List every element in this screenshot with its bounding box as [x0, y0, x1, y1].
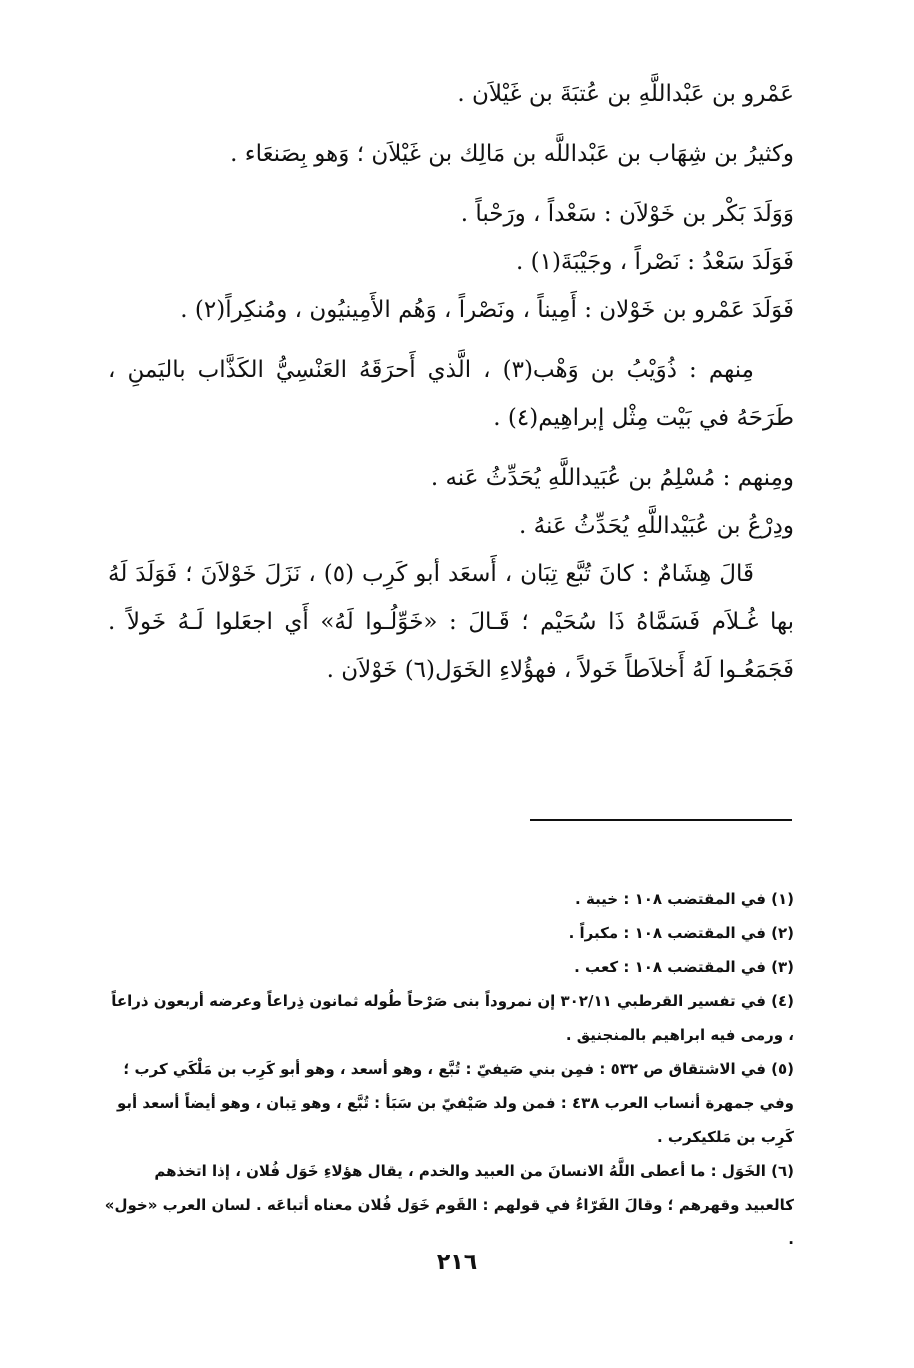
paragraph-4: فَوَلَدَ سَعْدُ : نَصْراً ، وجَيْبَةَ(١) . [515, 249, 794, 275]
footnote-5: (٥) في الاشتقاق ص ٥٣٢ : فمِن بني صَيفيّ : تُبَّع ، وهو أسعد ، وهو أبو كَرِب بن مَلْكَي كرب ؛ وفي جمهرة أنساب العرب ٤٣٨ : فمن ولد صَيْفيّ بن سَبَأ : تُبَّع ، وهو تِبان ، وهو أيضاً أسعد أبو كَرِب بن مَلكيكرب . [116, 1060, 794, 1146]
footnote-2: (٢) في المقتضب ١٠٨ : مكبراً . [568, 924, 794, 942]
page-number: ٢١٦ [436, 1250, 478, 1275]
footnote-divider [530, 819, 792, 821]
paragraph-3: وَوَلَدَ بَكْر بن خَوْلاَن : سَعْداً ، ورَحْباً . [460, 201, 794, 227]
footnote-3: (٣) في المقتضب ١٠٨ : كعب . [574, 958, 794, 976]
paragraph-5: فَوَلَدَ عَمْرو بن خَوْلان : أَمِيناً ، ونَصْراً ، وَهُم الأَمِينيُون ، ومُنكِراً(٢) . [180, 297, 794, 323]
paragraph-6: مِنهم : ذُوَيْبُ بن وَهْب(٣) ، الَّذي أَحرَقَهُ العَنْسِيُّ الكَذَّاب باليَمنِ ، طَرَحَهُ في بَيْت مِثْل إبراهِيم(٤) . [108, 357, 794, 431]
paragraph-8: ودِرْعُ بن عُبَيْداللَّهِ يُحَدِّثُ عَنهُ . [519, 513, 794, 539]
footnote-6: (٦) الخَوَل : ما أعطى اللَّهُ الانسانَ من العبيد والخدم ، يقال هؤلاءِ خَوَل فُلان ، إذا اتخذهم كالعبيد وقهرهم ؛ وقالَ الفَرّاءُ في قولهم : القَوم خَوَل فُلان معناه أتباعَه . لسان العرب «خول» . [104, 1162, 794, 1248]
footnote-4: (٤) في تفسير القرطبي ٣٠٢/١١ إن نمروداً بنى صَرْحاً طُوله ثمانون ذِراعاً وعرضه أربعون ذراعاً ، ورمى فيه ابراهيم بالمنجنيق . [111, 992, 794, 1044]
footnote-1: (١) في المقتضب ١٠٨ : خيبة . [575, 890, 794, 908]
main-text [108, 70, 794, 694]
footnotes [104, 882, 794, 1256]
paragraph-2: وكثيرُ بن شِهَاب بن عَبْداللَّه بن مَالِك بن غَيْلاَن ؛ وَهو بِصَنعَاء . [230, 141, 794, 167]
paragraph-9: قَالَ هِشَامٌ : كانَ تُبَّع تِبَان ، أَسعَد أبو كَرِب (٥) ، نَزَلَ خَوْلاَنَ ؛ فَوَلَدَ لَهُ بها غُـلاَم فَسَمَّاهُ ذَا سُحَيْم ؛ قَـالَ : «خَوِّلُـوا لَهُ» أَي اجعَلوا لَـهُ خَولاً . فَجَمَعُـوا لَهُ أَخلاَطاً خَولاً ، فهؤُلاءِ الخَوَل(٦) خَوْلاَن . [108, 561, 794, 683]
paragraph-1: عَمْرو بن عَبْداللَّهِ بن عُتبَةَ بن غَيْلاَن . [457, 81, 794, 107]
paragraph-7: ومِنهم : مُسْلِمُ بن عُبَيداللَّهِ يُحَدِّثُ عَنه . [430, 465, 794, 491]
